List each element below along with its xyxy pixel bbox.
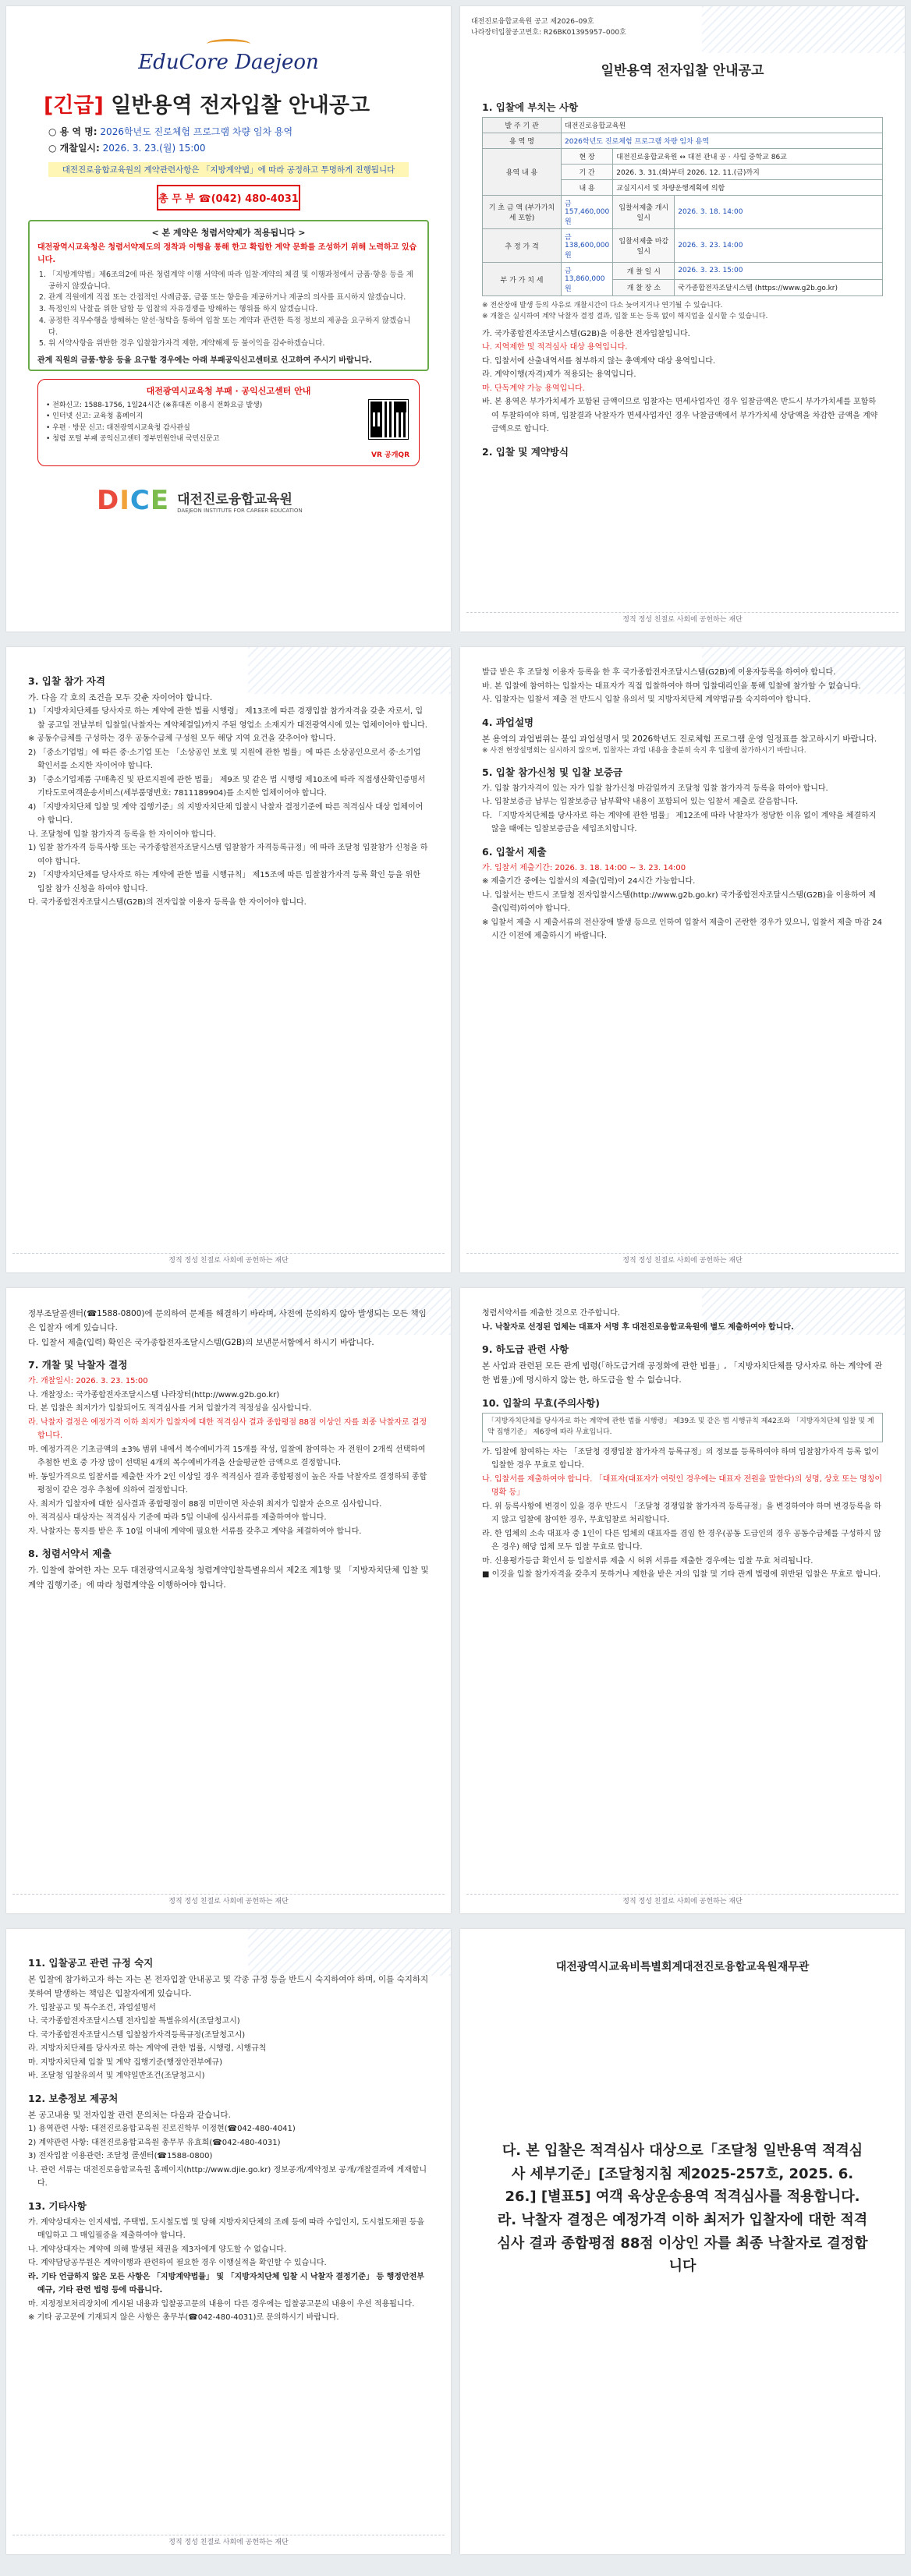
- list-item: 다. 위 등록사항에 변경이 있을 경우 반드시 「조달청 경쟁입찰 참가자격 등록규정」을 변경하여야 하며 변경등록을 하지 않고 입찰에 참여한 경우, 무효입찰로 처리합니다.: [482, 1502, 882, 1525]
- list-item: 나. 입찰서를 제출하여야 합니다. 「대표자(대표자가 여럿인 경우에는 대표자 전원을 말한다)의 성명, 상호 또는 명칭이 명확 등」: [482, 1474, 883, 1498]
- cell-label: 현 장: [562, 149, 613, 165]
- list-item: ※ 입찰서 제출 시 제출서류의 전산장애 발생 등으로 인하여 입찰서 제출이 곤란한 경우가 있으니, 입찰서 제출 마감 24시간 이전에 제출하시기 바랍니다.: [482, 918, 883, 941]
- list-item: 가. 국가종합전자조달시스템(G2B)을 이용한 전자입찰입니다.: [482, 329, 690, 338]
- pledge-item: 4. 공정한 직무수행을 방해하는 알선·청탁을 통하여 입찰 또는 계약과 관련한 특정 정보의 제공을 요구하지 않겠습니다.: [48, 316, 420, 338]
- cell-value: 대전진로융합교육원 ↔ 대전 관내 공 · 사립 중학교 86교: [613, 149, 883, 165]
- row-label: ○ 용 역 명:: [48, 126, 97, 137]
- cover-page: [6, 6, 451, 632]
- list-item: 다. 본 입찰은 최저가가 입찰되어도 적격심사를 거쳐 입찰가격 적정성을 심사합니다.: [28, 1404, 312, 1414]
- paragraph: 다. 입찰서 제출(입력) 확인은 국가종합전자조달시스템(G2B)의 보낸문서함에서 하시기 바랍니다.: [28, 1337, 374, 1347]
- cell-value: 2026. 3. 23. 14:00: [675, 229, 883, 263]
- pledge-item: 1. 「지방계약법」제6조의2에 따른 청렴계약 이행 서약에 따라 입찰·계약의 체결 및 이행과정에서 금품·향응 등을 제공하지 않겠습니다.: [48, 270, 420, 292]
- list-item: 1) 용역관련 사항: 대전진로융합교육원 진로진학부 이정현(☎042-480-4041): [28, 2125, 296, 2134]
- fairness-notice: 대전진로융합교육원의 계약관련사항은 「지방계약법」에 따라 공정하고 투명하게 진행됩니다: [48, 162, 409, 177]
- cell-value: 금157,460,000원: [562, 196, 613, 229]
- paragraph: 정부조달콜센터(☎1588-0800)에 문의하여 문제를 해결하기 바라며, 사전에 문의하지 않아 발생되는 모든 책임은 입찰자 에게 있습니다.: [28, 1309, 427, 1333]
- title-text: 일반용역 전자입찰 안내공고: [103, 94, 370, 118]
- logo-text: EduCore Daejeon: [138, 51, 319, 74]
- paragraph: 본 입찰에 참가하고자 하는 자는 본 전자입찰 안내공고 및 각종 규정 등을 반드시 숙지하여야 하며, 이를 숙지하지 못하여 발생하는 책임은 입찰자에게 있습니다.: [28, 1975, 429, 1999]
- section-heading: 5. 입찰 참가신청 및 입찰 보증금: [482, 766, 623, 778]
- cell-label: 용역 내 용: [483, 149, 562, 196]
- page-title: [44, 88, 451, 119]
- list-item: ※ 공동수급체를 구성하는 경우 공동수급체 구성원 모두 해당 지역 요건을 갖추어야 합니다.: [28, 734, 336, 744]
- list-item: 마. 단독계약 가능 용역입니다.: [482, 384, 585, 393]
- cell-value: 2026학년도 진로체험 프로그램 차량 임차 용역: [562, 133, 883, 149]
- opening-date-row: [48, 141, 451, 154]
- paragraph: 가. 다음 각 호의 조건을 모두 갖춘 자이어야 합니다.: [28, 693, 213, 702]
- list-item: 2) 계약관련 사항: 대전진로융합교육원 총무부 유효희(☎042-480-4031): [28, 2138, 281, 2147]
- report-line: • 우편 · 방문 신고: 대전광역시교육청 감사관실: [46, 423, 190, 432]
- page-6: [460, 1929, 905, 2554]
- list-item: 바. 본 입찰에 참여하는 입찰자는 대표자가 직접 입찰하여야 하며 입찰대리인을 통해 입찰에 참가할 수 없습니다.: [482, 681, 861, 691]
- table-note: ※ 전산장애 발생 등의 사유로 개찰시간이 다소 늦어지거나 연기될 수 있습니다.: [482, 302, 723, 310]
- list-item: 나. 입찰서는 반드시 조달청 전자입찰시스템(http://www.g2b.go.kr) 국가종합전자조달시스템(G2B)을 이용하여 제출(입력)하여야 합니다.: [482, 890, 877, 914]
- page-2: [460, 6, 905, 632]
- doc-meta: [471, 17, 626, 38]
- list-item: 다. 계약담당공무원은 계약이행과 관련하여 필요한 경우 이행실적을 확인할 수 있습니다.: [28, 2259, 327, 2268]
- list-item: 나. 입찰보증금 납부는 입찰보증금 납부확약 내용이 포함되어 있는 입찰서 제출로 갈음합니다.: [482, 798, 799, 807]
- list-item: 청렴서약서를 제출한 것으로 간주합니다.: [482, 1309, 620, 1318]
- list-item: 2) 「지방자치단체를 당사자로 하는 계약에 관한 법률 시행규칙」 제15조에 따른 입찰참가자격 등록 확인 등을 위한 입찰 참가 신청을 하여야 합니다.: [28, 871, 420, 893]
- section-heading: 1. 입찰에 부치는 사항: [482, 101, 579, 113]
- contact-box: 총 무 부 ☎(042) 480-4031: [157, 185, 300, 211]
- row-value: 2026. 3. 23.(월) 15:00: [102, 143, 206, 154]
- list-item: 다. 입찰서에 산출내역서를 첨부하지 않는 총액계약 대상 용역입니다.: [482, 356, 716, 366]
- cell-label: 개 찰 일 시: [613, 263, 675, 280]
- row-label: ○ 개찰일시:: [48, 143, 100, 154]
- cell-value: 대전진로융합교육원: [562, 118, 883, 133]
- section-heading: 8. 청렴서약서 제출: [28, 1548, 112, 1560]
- section-heading: 11. 입찰공고 관련 규정 숙지: [28, 1957, 154, 1969]
- section-heading: 12. 보충정보 제공처: [28, 2092, 119, 2104]
- cell-label: 부 가 가 치 세: [483, 263, 562, 296]
- list-item: 사. 입찰자는 입찰서 제출 전 반드시 입찰 유의서 및 지방자치단체 계약법규를 숙지하여야 합니다.: [482, 695, 811, 704]
- logo-arc-icon: [207, 39, 250, 49]
- page-3-right: [460, 647, 905, 1272]
- list-item: ※ 기타 공고문에 기재되지 않은 사항은 총무부(☎042-480-4031)로 문의하시기 바랍니다.: [28, 2313, 339, 2323]
- section-heading: 7. 개찰 및 낙찰자 결정: [28, 1359, 128, 1371]
- paragraph: 가. 입찰에 참여한 자는 모두 대전광역시교육청 청렴계약입찰특별유의서 제2조 제1항 및 「지방자치단체 입찰 및 계약 집행기준」에 따라 청렴계약을 이행하여야 합니다.: [28, 1566, 429, 1590]
- highlight-text: 다. 본 입찰은 적격심사 대상으로「조달청 일반용역 적격심사 세부기준」[조달청지침 제2025-257호, 2025. 6. 26.] [별표5] 여객 육상운송용역 적격심사를 적용합니다. 라. 낙찰자 결정은 예정가격 이하 최저가 입찰자에 대한 적격심사 결과 종합평점 88점 이상인 자를 최종 낙찰자로 결정합니다: [497, 2143, 868, 2275]
- list-item: 3) 「중소기업제품 구매촉진 및 판로지원에 관한 법률」 제9조 및 같은 법 시행령 제10조에 따라 직접생산확인증명서 기타도로여객운송서비스(세부품명번호: 7811189904)를 소지한 업체이어야 합니다.: [28, 775, 426, 798]
- page-footer: 정직 정성 친절로 사회에 공헌하는 재단: [622, 616, 743, 624]
- pledge-intro: 대전광역시교육청은 청렴서약제도의 정착과 이행을 통해 한고 확립한 계약 문화를 조성하기 위해 노력하고 있습니다.: [37, 243, 417, 264]
- list-item: 나. 개찰장소: 국가종합전자조달시스템 나라장터(http://www.g2b.go.kr): [28, 1390, 280, 1399]
- section-heading: 6. 입찰서 제출: [482, 845, 547, 858]
- report-header: 대전광역시교육청 부패 · 공익신고센터 안내: [146, 386, 311, 397]
- list-item: 마. 예정가격은 기초금액의 ±3% 범위 내에서 복수예비가격 15개를 작성, 입찰에 참여하는 자 전원이 2개씩 선택하여 추첨한 번호 중 가장 많이 선택된 4개의 복수예비가격을 산술평균한 금액으로 결정합니다.: [28, 1445, 426, 1468]
- list-item: 가. 입찰공고 및 특수조건, 과업설명서: [28, 2003, 156, 2012]
- legal-box: 「지방자치단체를 당사자로 하는 계약에 관한 법률 시행령」 제39조 및 같은 법 시행규칙 제42조와 「지방자치단체 입찰 및 계약 집행기준」 제6장에 따라 무효입니다.: [482, 1413, 883, 1442]
- section-heading: 4. 과업설명: [482, 716, 534, 728]
- cell-label: 기 간: [562, 165, 613, 180]
- list-item: 사. 최저가 입찰자에 대한 심사결과 종합평점이 88점 미만이면 차순위 최저가 입찰자 순으로 심사합니다.: [28, 1499, 382, 1509]
- cell-label: 추 정 가 격: [483, 229, 562, 263]
- title-urgent: [긴급]: [44, 94, 104, 118]
- page-footer: 정직 정성 친절로 사회에 공헌하는 재단: [168, 2539, 289, 2546]
- list-item: 가. 입찰서 제출기간: 2026. 3. 18. 14:00 ~ 3. 23. 14:00: [482, 863, 686, 872]
- cell-value: 금138,600,000원: [562, 229, 613, 263]
- cell-label: 기 초 금 액 (부가가치세 포함): [483, 196, 562, 229]
- list-item: 마. 신용평가등급 확인서 등 입찰서류 제출 시 허위 서류를 제출한 경우에는 입찰 무효 처리됩니다.: [482, 1556, 814, 1566]
- cell-value: 국가종합전자조달시스템 (https://www.g2b.go.kr): [675, 279, 883, 296]
- cell-value: 2026. 3. 31.(화)부터 2026. 12. 11.(금)까지: [613, 165, 883, 180]
- list-item: 나. 관련 서류는 대전진로융합교육원 홈페이지(http://www.djie.go.kr) 정보공개/계약정보 공개/개찰결과에 게재합니다.: [28, 2165, 427, 2189]
- institute-name-en: DAEJEON INSTITUTE FOR CAREER EDUCATION: [177, 507, 303, 514]
- list-item: 나. 국가종합전자조달시스템 전자입찰 특별유의서(조달청고시): [28, 2017, 240, 2026]
- list-item: 나. 낙찰자로 선정된 업체는 대표자 서명 후 대전진로융합교육원에 별도 제출하여야 합니다.: [482, 1322, 794, 1332]
- section-heading: 9. 하도급 관련 사항: [482, 1343, 569, 1355]
- report-center-box: [37, 379, 420, 466]
- cell-label: 발 주 기 관: [483, 118, 562, 133]
- page-5: [6, 1929, 451, 2554]
- qr-code-icon: [369, 400, 408, 439]
- list-item: 라. 계약이행(자격)제가 적용되는 용역입니다.: [482, 370, 636, 380]
- list-item: 아. 적격심사 대상자는 적격심사 기준에 따라 5일 이내에 심사서류를 제출하여야 합니다.: [28, 1513, 327, 1523]
- list-item: ■ 이것을 입찰 참가자격을 갖추지 못하거나 제한을 받은 자의 입찰 및 기타 관계 법령에 위반된 입찰은 무효로 합니다.: [482, 1570, 881, 1580]
- pledge-header: < 본 계약은 청렴서약제가 적용됩니다 >: [151, 228, 306, 238]
- list-item: 바. 조달청 입찰유의서 및 계약일반조건(조달청고시): [28, 2072, 205, 2081]
- cell-label: 용 역 명: [483, 133, 562, 149]
- section-heading: 13. 기타사항: [28, 2199, 87, 2212]
- page-footer: 정직 정성 친절로 사회에 공헌하는 재단: [622, 1898, 743, 1905]
- list-item: 마. 지정정보처리장치에 게시된 내용과 입찰공고문의 내용이 다른 경우에는 입찰공고문의 내용이 우선 적용됩니다.: [28, 2299, 415, 2309]
- paragraph: 본 용역의 과업범위는 붙임 과업설명서 및 2026학년도 진로체험 프로그램 운영 일정표를 참고하시기 바랍니다.: [482, 734, 877, 744]
- list-item: 가. 계약상대자는 인지세법, 주택법, 도시철도법 및 당해 지방자치단체의 조례 등에 따라 수입인지, 도시철도채권 등을 매입하고 그 매입필증을 제출하여야 합니다.: [28, 2217, 425, 2241]
- pledge-item: 5. 위 서약사항을 위반한 경우 입찰참가자격 제한, 계약해제 등 불이익을 감수하겠습니다.: [48, 338, 420, 350]
- list-item: ※ 제출기간 중에는 입찰서의 제출(입력)이 24시간 가능합니다.: [482, 877, 696, 886]
- list-item: 4) 「지방자치단체 입찰 및 계약 집행기준」의 지방자치단체 입찰시 낙찰자 결정기준에 따른 적격심사 대상 업체이어야 합니다.: [28, 802, 424, 826]
- list-item: 라. 기타 언급하지 않은 모든 사항은 「지방계약법률」 및 「지방자치단체 입찰 시 낙찰자 결정기준」 등 행정안전부 예규, 기타 관련 법령 등에 따릅니다.: [28, 2272, 424, 2295]
- cell-label: 입찰서제출 개시일시: [613, 196, 675, 229]
- page-3-left: [6, 647, 451, 1272]
- paragraph: 본 공고내용 및 전자입찰 관련 문의처는 다음과 같습니다.: [28, 2110, 231, 2120]
- section-heading: 2. 입찰 및 계약방식: [482, 445, 569, 458]
- notice-number: 대전진로융합교육원 공고 제2026–09호: [471, 18, 594, 26]
- list-item: 마. 지방자치단체 입찰 및 계약 집행기준(행정안전부예규): [28, 2058, 223, 2067]
- paragraph: 본 사업과 관련된 모든 관계 법령(「하도급거래 공정화에 관한 법률」, 「지방자치단체를 당사자로 하는 계약에 관한 법률」)에 명시하지 않는 한, 하도급을 할 수 없습니다.: [482, 1361, 883, 1385]
- page-4-right: [460, 1288, 905, 1913]
- list-item: 다. 국가종합전자조달시스템 입찰참가자격등록규정(조달청고시): [28, 2030, 246, 2040]
- list-item: 가. 입찰 참가자격이 있는 자가 입찰 참가신청 마감일까지 조달청 입찰 참가자격 등록을 하여야 합니다.: [482, 784, 828, 793]
- issuer-heading: 대전광역시교육비특별회계대전진로융합교육원재무관: [555, 1961, 810, 1973]
- qr-tag: VR 공개QR: [371, 451, 409, 460]
- list-item: 발급 받은 후 조달청 이용자 등록을 한 후 국가종합전자조달시스템(G2B)에 이용자등록을 하여야 합니다.: [482, 668, 836, 677]
- report-line: • 청렴 포털 부패 공익신고센터 정부민원안내 국민신문고: [46, 435, 220, 444]
- list-item: 나. 지역제한 및 적격심사 대상 용역입니다.: [482, 343, 628, 352]
- pledge-item: 3. 특정인의 낙찰을 위한 담합 등 입찰의 자유경쟁을 방해하는 행위를 하지 않겠습니다.: [48, 304, 420, 316]
- page-footer: 정직 정성 친절로 사회에 공헌하는 재단: [168, 1898, 289, 1905]
- report-line: • 전화신고: 1588-1756, 1일24시간 (※휴대폰 이용시 전화요금 발생): [46, 402, 263, 410]
- cell-value: 2026. 3. 18. 14:00: [675, 196, 883, 229]
- cell-value: 2026. 3. 23. 15:00: [675, 263, 883, 280]
- watermark: [702, 6, 905, 53]
- list-item: 라. 한 업체의 소속 대표자 중 1인이 다른 업체의 대표자를 겸임 한 경우(공동 도급인의 경우 공동수급체를 구성하지 않은 경우) 해당 업체 모두 입찰 무효로 합니다.: [482, 1529, 881, 1552]
- list-item: 나. 계약상대자는 계약에 의해 발생된 채권을 제3자에게 양도할 수 없습니다.: [28, 2245, 287, 2254]
- section-heading: 10. 입찰의 무효(주의사항): [482, 1396, 600, 1409]
- list-item: 가. 개찰일시: 2026. 3. 23. 15:00: [28, 1377, 148, 1386]
- cell-label: 내 용: [562, 180, 613, 196]
- report-line: • 인터넷 신고: 교육청 홈페이지: [46, 412, 144, 421]
- cell-label: 개 찰 장 소: [613, 279, 675, 296]
- institute-name: 대전진로융합교육원: [177, 491, 292, 508]
- page-footer: 정직 정성 친절로 사회에 공헌하는 재단: [168, 1257, 289, 1265]
- list-item: 1) 「지방자치단체를 당사자로 하는 계약에 관한 법률 시행령」 제13조에 따른 경쟁입찰 참가자격을 갖춘 자로서, 입찰 공고일 전날부터 입찰일(낙찰자는 계약체결일)까지 주된 영업소 소재지가 대전광역시에 있는 업체이어야 합니다.: [28, 707, 427, 730]
- g2b-number: 나라장터입찰공고번호: R26BK01395957–000호: [471, 28, 626, 37]
- list-item: 바. 본 용역은 부가가치세가 포함된 금액이므로 입찰자는 면세사업자인 경우 입찰금액은 반드시 부가가치세를 포함하여 투찰하여야 하며, 입찰결과 낙찰자가 면세사업자인 경우 낙찰금액에서 부가가치세 상당액을 차감한 금액을 계약금액으로 합니다.: [482, 398, 878, 434]
- row-value: 2026학년도 진로체험 프로그램 차량 임차 용역: [100, 126, 293, 137]
- integrity-pledge-box: [28, 220, 429, 371]
- cell-value: 금13,860,000원: [562, 263, 613, 296]
- note: ※ 사전 현장설명회는 실시하지 않으며, 입찰자는 과업 내용을 충분히 숙지 후 입찰에 참가하시기 바랍니다.: [482, 746, 806, 755]
- list-item: 1) 입찰 참가자격 등록사항 또는 국가종합전자조달시스템 입찰참가 자격등록규정」에 따라 조달청 입찰참가 신청을 하여야 합니다.: [28, 844, 428, 866]
- table-note: ※ 개찰은 실시하여 계약 낙찰자 결정 결과, 입찰 또는 등록 없이 해지업을 실시할 수 있습니다.: [482, 312, 768, 320]
- pledge-item: 2. 관계 직원에게 직접 또는 간접적인 사례금품, 금품 또는 향응을 제공하거나 제공의 의사를 표시하지 않겠습니다.: [48, 292, 420, 304]
- page-4-left: [6, 1288, 451, 1913]
- pledge-closing: 관계 직원의 금품·향응 등을 요구할 경우에는 아래 부패공익신고센터로 신고하여 주시기 바랍니다.: [37, 356, 372, 366]
- list-item: 2) 「중소기업법」에 따른 중·소기업 또는 「소상공인 보호 및 지원에 관한 법률」에 따른 소상공인으로서 중·소기업 확인서를 소지한 자이어야 합니다.: [28, 748, 421, 771]
- list-item: 다. 국가종합전자조달시스템(G2B)의 전자입찰 이용자 등록을 한 자이어야 합니다.: [28, 898, 307, 908]
- section-heading: 3. 입찰 참가 자격: [28, 675, 105, 687]
- page-footer: 정직 정성 친절로 사회에 공헌하는 재단: [622, 1257, 743, 1265]
- list-item: 나. 조달청에 입찰 참가자격 등록을 한 자이어야 합니다.: [28, 830, 217, 839]
- list-item: 라. 지방자치단체를 당사자로 하는 계약에 관한 법률, 시행령, 시행규칙: [28, 2044, 267, 2054]
- cell-label: 입찰서제출 마감일시: [613, 229, 675, 263]
- list-item: 자. 낙찰자는 통지를 받은 후 10일 이내에 계약에 필요한 서류를 갖추고 계약을 체결하여야 합니다.: [28, 1527, 362, 1536]
- list-item: 라. 낙찰자 결정은 예정가격 이하 최저가 입찰자에 대한 적격심사 결과 종합평점 88점 이상인 자를 최종 낙찰자로 결정합니다.: [28, 1417, 427, 1441]
- page-title: 일반용역 전자입찰 안내공고: [601, 63, 764, 79]
- bid-info-table: [482, 117, 883, 296]
- educore-logo: [6, 37, 451, 74]
- list-item: 바. 동일가격으로 입찰서를 제출한 자가 2인 이상일 경우 적격심사 결과 종합평점이 높은 자를 낙찰자로 결정하되 종합평점이 같은 경우 추첨에 의하여 결정합니다.: [28, 1472, 427, 1495]
- dice-wordmark: DICE: [97, 485, 170, 517]
- service-name-row: [48, 125, 451, 138]
- dice-logo: [97, 485, 451, 516]
- list-item: 3) 전자입찰 이용관련: 조달청 콜센터(☎1588-0800): [28, 2152, 213, 2161]
- list-item: 가. 입찰에 참여하는 자는 「조달청 경쟁입찰 참가자격 등록규정」의 정보를 등록하여야 하며 입찰참가자격 등록 없이 입찰한 경우 무효로 합니다.: [482, 1447, 879, 1470]
- list-item: 다. 「지방자치단체를 당사자로 하는 계약에 관한 법률」 제12조에 따라 낙찰자가 정당한 이유 없이 계약을 체결하지 않을 때에는 입찰보증금을 세입조치합니다.: [482, 811, 877, 834]
- cell-value: 교실지시서 및 차량운행계획에 의함: [613, 180, 883, 196]
